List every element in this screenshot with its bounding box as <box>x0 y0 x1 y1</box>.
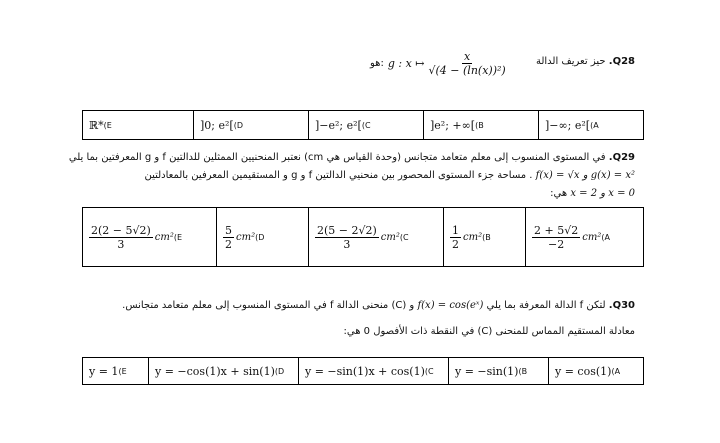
q30-line2-text: معادلة المستقيم المماس للمنحنى (C) في النقطة ذات الأفصول 0 هي: <box>343 326 635 337</box>
q29-option-d-label: D) <box>255 232 265 242</box>
q29-lines: x = 2 و x = 0 <box>570 188 635 199</box>
q29-option-e[interactable] <box>83 208 216 266</box>
q30-line1-rest: و (C) منحنى الدالة f في المستوى المنسوب إلى معلم متعامد متجانس. <box>122 300 415 311</box>
q30-option-c-value: y = −sin(1)x + cos(1) <box>305 364 425 378</box>
q29-option-e-den: 3 <box>117 237 125 251</box>
q29-option-a-label: A) <box>601 232 610 242</box>
q30-option-c-label: C) <box>424 366 434 376</box>
q28-header <box>536 56 635 67</box>
q28-options-table <box>82 110 644 140</box>
q29-line1 <box>69 152 635 163</box>
q30-number: Q30. <box>608 300 635 311</box>
q30-option-d[interactable] <box>148 358 298 384</box>
q28-numerator: x <box>463 50 471 63</box>
q29-option-d-num: 5 <box>225 223 232 237</box>
q29-option-d[interactable] <box>216 208 308 266</box>
q28-function-definition <box>370 50 506 77</box>
q30-options-table <box>82 357 644 385</box>
q28-option-e[interactable] <box>83 111 193 139</box>
q28-prompt: حيز تعريف الدالة <box>535 56 606 67</box>
q30-option-a[interactable] <box>548 358 643 384</box>
q30-option-a-label: A) <box>611 366 621 376</box>
q29-option-c-num: 2(5 − 2√2) <box>317 223 377 237</box>
q29-option-e-unit: cm² <box>154 231 174 243</box>
q30-option-a-value: y = cos(1) <box>555 364 612 378</box>
q29-option-c[interactable] <box>308 208 443 266</box>
q29-option-b-num: 1 <box>452 223 459 237</box>
q29-option-b[interactable] <box>443 208 525 266</box>
q29-option-b-label: B) <box>482 232 491 242</box>
q29-option-c-fraction <box>315 224 379 251</box>
q28-option-e-value: ℝ* <box>89 118 104 132</box>
q28-number: Q28. <box>608 56 635 67</box>
q29-option-a-num: 2 + 5√2 <box>534 223 579 237</box>
q29-number: Q29. <box>608 152 635 163</box>
q28-suffix: هو: <box>370 58 384 69</box>
q28-option-d-label: D) <box>233 120 244 130</box>
q29-line2-text: . مساحة جزء المستوى المحصور بين منحنيي الدالتين f و g و المستقيمين المعرفين بالمعادلتين <box>144 170 533 181</box>
q29-line3 <box>550 188 635 199</box>
q30-option-c[interactable] <box>298 358 448 384</box>
q29-option-c-unit: cm² <box>380 231 400 243</box>
q29-option-e-label: E) <box>173 232 183 242</box>
q30-option-d-value: y = −cos(1)x + sin(1) <box>155 364 275 378</box>
q28-denominator: √(4 − (ln(x))²) <box>428 64 506 77</box>
q29-option-c-label: C) <box>399 232 409 242</box>
q30-function: f(x) = cos(eˣ) <box>417 300 484 311</box>
q29-option-d-unit: cm² <box>236 231 256 243</box>
q29-option-a-den: −2 <box>548 237 565 251</box>
q28-option-c-value: ]−e²; e²[ <box>315 118 362 132</box>
q28-option-a[interactable] <box>538 111 643 139</box>
q30-option-b-label: B) <box>518 366 528 376</box>
q30-option-b-value: y = −sin(1) <box>455 364 519 378</box>
q29-option-d-fraction <box>223 224 234 251</box>
q29-option-b-den: 2 <box>452 237 459 251</box>
q28-option-e-label: E) <box>103 120 112 130</box>
q29-option-d-den: 2 <box>225 237 232 251</box>
q29-option-c-den: 3 <box>343 237 351 251</box>
q30-line1 <box>122 300 635 311</box>
q30-option-e-value: y = 1 <box>89 364 119 378</box>
q30-option-e[interactable] <box>83 358 148 384</box>
q29-option-a[interactable] <box>525 208 643 266</box>
q29-functions: f(x) = √x و g(x) = x² <box>535 170 635 181</box>
q29-options-table <box>82 207 644 267</box>
q29-line1-text: في المستوى المنسوب إلى معلم متعامد متجانس (وحدة القياس هي cm) نعتبر المنحنيين الممثلين للدالتين f و g المعرفتين بما يلي <box>68 152 606 163</box>
q28-option-c[interactable] <box>308 111 423 139</box>
q28-option-a-label: A) <box>590 120 599 130</box>
q28-option-d-value: ]0; e²[ <box>200 118 234 132</box>
q29-line2 <box>144 170 635 181</box>
q30-line1-text: لتكن f الدالة المعرفة بما يلي <box>486 300 606 311</box>
q28-option-a-value: ]−∞; e²[ <box>545 118 591 132</box>
q28-function-map: g : x ↦ <box>387 57 425 70</box>
q28-option-d[interactable] <box>193 111 308 139</box>
q29-option-a-fraction <box>532 224 580 251</box>
q28-option-b-value: ]e²; +∞[ <box>430 118 476 132</box>
q29-line3-text: هي: <box>550 188 568 199</box>
q30-option-e-label: E) <box>118 366 127 376</box>
q28-option-c-label: C) <box>361 120 371 130</box>
q29-option-b-fraction <box>450 224 461 251</box>
q30-option-d-label: D) <box>274 366 285 376</box>
q28-option-b[interactable] <box>423 111 538 139</box>
q30-option-b[interactable] <box>448 358 548 384</box>
q28-fraction <box>429 50 506 77</box>
q30-line2 <box>344 326 636 337</box>
q29-option-e-num: 2(2 − 5√2) <box>91 223 151 237</box>
q29-option-e-fraction <box>89 224 153 251</box>
q29-option-b-unit: cm² <box>463 231 483 243</box>
q28-option-b-label: B) <box>475 120 484 130</box>
q29-option-a-unit: cm² <box>582 231 602 243</box>
